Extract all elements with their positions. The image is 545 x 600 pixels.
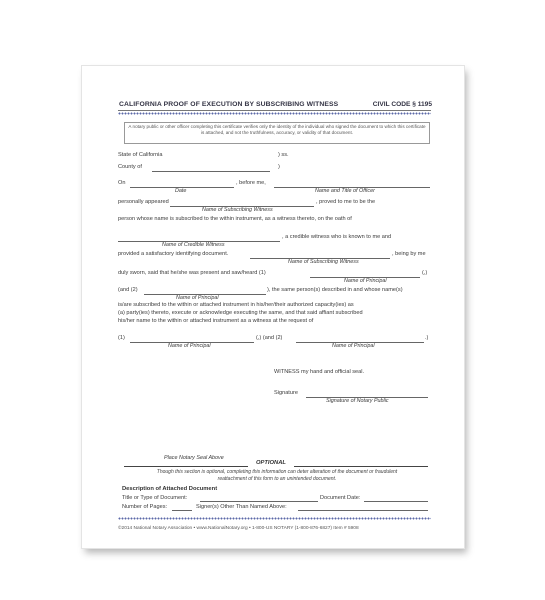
county-label: County of — [118, 164, 142, 170]
document-date-label: Document Date: — [320, 495, 361, 501]
duly-sworn-text: duly sworn, said that he/she was present and saw/heard (1) — [118, 270, 266, 276]
optional-note: Though this section is optional, completing this information can deter alteration of the document or fraudulent reattachment of this form to an unintended document. — [156, 469, 398, 482]
credible-witness-caption: Name of Credible Witness — [162, 242, 225, 248]
paragraph-line-2: (a) party(ies) thereto, execute or acknowledge executing the same, and that said affiant subscribed — [118, 310, 363, 316]
credible-witness-text: , a credible witness who is known to me and — [282, 234, 392, 240]
number-pages-label: Number of Pages: — [122, 504, 168, 510]
venue-close: ) — [278, 164, 280, 170]
request-1-label: (1) — [118, 335, 125, 341]
number-pages-field[interactable] — [172, 510, 192, 511]
decorative-border-bottom — [118, 517, 431, 520]
seal-placement-caption: Place Notary Seal Above — [164, 455, 224, 461]
other-signers-field[interactable] — [298, 510, 428, 511]
notice-box: A notary public or other officer completing this certificate verifies only the identity of the individual who signed the document to which this certificate is attached, and not the truthfulness, accuracy, or validity of that document. — [124, 122, 430, 144]
title-type-label: Title or Type of Document: — [122, 495, 188, 501]
witness-seal-text: WITNESS my hand and official seal. — [274, 369, 365, 375]
officer-caption: Name and Title of Officer — [315, 188, 375, 194]
request-and-2-label: (,) (and (2) — [256, 335, 283, 341]
personally-label: personally appeared — [118, 199, 169, 205]
other-signers-label: Signer(s) Other Than Named Above: — [196, 504, 287, 510]
before-me-label: , before me, — [236, 180, 266, 186]
paren-close: (,) — [422, 270, 428, 276]
document-date-field[interactable] — [364, 501, 428, 502]
subscribing-witness-caption-2: Name of Subscribing Witness — [288, 259, 359, 265]
request-end: .) — [425, 335, 429, 341]
state-label: State of California — [118, 152, 163, 158]
title-type-field[interactable] — [200, 501, 318, 502]
request-principal-2-caption: Name of Principal — [332, 343, 375, 349]
optional-rule-right — [294, 466, 428, 467]
date-caption: Date — [175, 188, 187, 194]
paragraph-line-3: his/her name to the within or attached instrument as a witness at the request of — [118, 318, 314, 324]
on-label: On — [118, 180, 126, 186]
optional-rule-left — [124, 466, 248, 467]
principal-2-caption: Name of Principal — [176, 295, 219, 301]
proved-label: , proved to me to be the — [316, 199, 376, 205]
civil-code: CIVIL CODE § 1195 — [372, 101, 432, 108]
attached-document-heading: Description of Attached Document — [122, 486, 218, 492]
notary-form-page — [82, 66, 464, 548]
ss-label: ) ss. — [278, 152, 289, 158]
form-title: CALIFORNIA PROOF OF EXECUTION BY SUBSCRIBING WITNESS — [119, 101, 339, 108]
paragraph-line-1: is/are subscribed to the within or attached instrument in his/her/their authorized capacity(ies) as — [118, 302, 354, 308]
and-2-label: (and (2) — [118, 287, 138, 293]
person-subscribed-text: person whose name is subscribed to the within instrument, as a witness thereto, on the oath of — [118, 216, 352, 222]
same-person-text: ), the same person(s) described in and whose name(s) — [267, 287, 403, 293]
provided-text: provided a satisfactory identifying document. — [118, 251, 229, 257]
optional-heading: OPTIONAL — [256, 460, 286, 466]
signature-label: Signature — [274, 390, 298, 396]
footer-copyright: ©2014 National Notary Association • www.NationalNotary.org • 1-800-US NOTARY (1-800-876-6827) Item # 5908 — [118, 526, 359, 531]
subscribing-witness-caption: Name of Subscribing Witness — [202, 207, 273, 213]
notary-signature-caption: Signature of Notary Public — [326, 398, 389, 404]
title-rule — [118, 110, 431, 111]
principal-1-caption: Name of Principal — [344, 278, 387, 284]
request-principal-1-caption: Name of Principal — [168, 343, 211, 349]
being-text: , being by me — [392, 251, 426, 257]
decorative-border-top — [118, 112, 431, 115]
county-field[interactable] — [152, 171, 270, 172]
